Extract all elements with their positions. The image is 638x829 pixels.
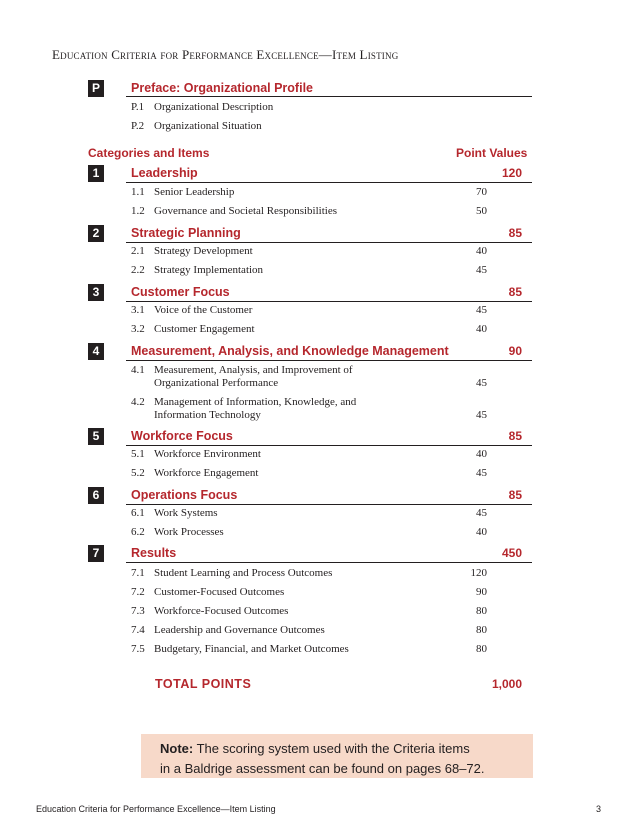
category-badge: 5 <box>88 428 104 445</box>
item-points: 90 <box>476 586 487 598</box>
category-badge: 1 <box>88 165 104 182</box>
item-label: 7.2 Customer-Focused Outcomes <box>131 586 285 598</box>
item-label: 7.4 Leadership and Governance Outcomes <box>131 624 325 636</box>
preface-item: P.2 Organizational Situation <box>131 120 262 132</box>
item-points: 80 <box>476 643 487 655</box>
item-label: 5.2 Workforce Engagement <box>131 467 259 479</box>
item-points: 40 <box>476 323 487 335</box>
item-label: 1.1 Senior Leadership <box>131 186 235 198</box>
category-label: Strategic Planning <box>131 226 241 240</box>
item-label: 7.5 Budgetary, Financial, and Market Outcomes <box>131 643 349 655</box>
item-label: 5.1 Workforce Environment <box>131 448 261 460</box>
preface-rule <box>126 96 532 97</box>
item-points: 45 <box>476 467 487 479</box>
category-label: Operations Focus <box>131 488 238 502</box>
category-points: 85 <box>508 488 522 502</box>
total-label: TOTAL POINTS <box>155 677 252 691</box>
category-rule <box>126 360 532 361</box>
item-label: 4.2 Management of Information, Knowledge, and Information Technology <box>131 396 357 421</box>
item-label: 2.2 Strategy Implementation <box>131 264 264 276</box>
category-points: 120 <box>501 166 522 180</box>
category-badge: 2 <box>88 225 104 242</box>
points-header: Point Values <box>456 146 528 160</box>
category-label: Workforce Focus <box>131 429 233 443</box>
item-points: 45 <box>476 304 487 316</box>
category-rule <box>126 504 532 505</box>
item-points: 45 <box>476 264 487 276</box>
category-points: 85 <box>508 285 522 299</box>
item-label: 6.1 Work Systems <box>131 507 218 519</box>
category-rule <box>126 445 532 446</box>
category-rule <box>126 242 532 243</box>
category-badge: 6 <box>88 487 104 504</box>
item-label: 2.1 Strategy Development <box>131 245 253 257</box>
item-points: 40 <box>476 245 487 257</box>
item-points: 40 <box>476 526 487 538</box>
category-label: Customer Focus <box>131 285 230 299</box>
item-label: 4.1 Measurement, Analysis, and Improvement of Organizational Performance <box>131 364 353 389</box>
category-label: Results <box>131 546 177 560</box>
preface-item: P.1 Organizational Description <box>131 101 274 113</box>
item-points: 70 <box>476 186 487 198</box>
category-badge: 3 <box>88 284 104 301</box>
category-label: Leadership <box>131 166 198 180</box>
category-points: 450 <box>501 546 522 560</box>
item-points: 45 <box>476 377 487 389</box>
item-label: 1.2 Governance and Societal Responsibilities <box>131 205 337 217</box>
item-label: 7.1 Student Learning and Process Outcomes <box>131 567 333 579</box>
item-points: 120 <box>470 567 487 579</box>
category-points: 85 <box>508 226 522 240</box>
item-points: 45 <box>476 507 487 519</box>
item-points: 40 <box>476 448 487 460</box>
note-text: Note: The scoring system used with the Criteria items in a Baldrige assessment can be found on pages 68–72. <box>160 741 485 776</box>
categories-header: Categories and Items <box>88 146 210 160</box>
preface-label: Preface: Organizational Profile <box>131 81 313 95</box>
category-label: Measurement, Analysis, and Knowledge Management <box>131 344 449 358</box>
item-label: 3.2 Customer Engagement <box>131 323 255 335</box>
preface-badge: P <box>88 80 104 97</box>
category-badge: 7 <box>88 545 104 562</box>
category-rule <box>126 182 532 183</box>
item-points: 45 <box>476 409 487 421</box>
page-number: 3 <box>596 804 602 814</box>
total-value: 1,000 <box>491 677 522 691</box>
item-points: 50 <box>476 205 487 217</box>
item-label: 7.3 Workforce-Focused Outcomes <box>131 605 289 617</box>
page-title: Education Criteria for Performance Excellence—Item Listing <box>52 47 399 62</box>
footer-text: Education Criteria for Performance Excellence—Item Listing <box>36 804 276 814</box>
category-points: 90 <box>508 344 522 358</box>
category-badge: 4 <box>88 343 104 360</box>
item-label: 3.1 Voice of the Customer <box>131 304 253 316</box>
category-rule <box>126 301 532 302</box>
category-rule <box>126 562 532 563</box>
item-label: 6.2 Work Processes <box>131 526 224 538</box>
category-points: 85 <box>508 429 522 443</box>
item-points: 80 <box>476 605 487 617</box>
item-points: 80 <box>476 624 487 636</box>
